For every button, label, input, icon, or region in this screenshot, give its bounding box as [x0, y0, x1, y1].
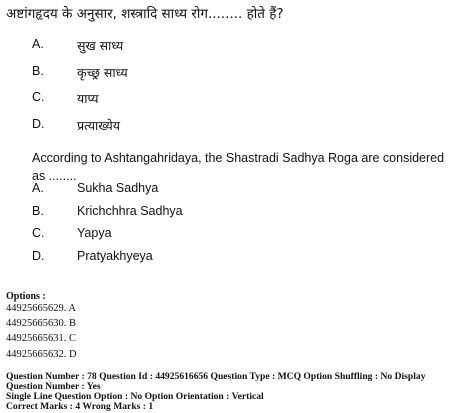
question-text-hindi: अष्टांगहृदय के अनुसार, शस्त्रादि साध्य रोग........ होते हैं? [6, 6, 284, 22]
option-letter: D. [32, 116, 45, 131]
options-list-english [32, 181, 332, 271]
option-hindi-b [32, 64, 332, 91]
option-letter: B. [32, 63, 44, 78]
option-english-c [32, 226, 332, 249]
options-title: Options : [6, 291, 46, 302]
option-text: Pratyakhyeya [77, 248, 153, 263]
question-text-english [32, 149, 452, 185]
option-ids-list [6, 301, 77, 362]
option-hindi-a [32, 37, 332, 64]
question-english-line2: as ........ [32, 169, 77, 183]
option-text: कृच्छ्र साध्य [77, 64, 128, 80]
option-text: प्रत्याख्येय [77, 117, 121, 133]
option-text: Krichchhra Sadhya [77, 203, 183, 218]
option-hindi-c [32, 90, 332, 117]
option-letter: A. [32, 37, 44, 51]
option-english-a [32, 181, 332, 204]
marks-line: Correct Marks : 4 Wrong Marks : 1 [6, 401, 154, 412]
option-id-a: 44925665629. A [6, 303, 77, 314]
question-info [6, 372, 461, 412]
option-text: Yapya [77, 226, 112, 240]
option-text: Sukha Sadhya [77, 181, 159, 195]
option-hindi-d [32, 117, 332, 144]
option-english-d [32, 249, 332, 272]
question-info-line2: Single Line Question Option : No Option Orientation : Vertical [6, 391, 264, 402]
option-letter: C. [32, 90, 45, 104]
option-text: याप्य [77, 91, 99, 106]
option-text: सुख साध्य [77, 38, 124, 53]
question-english-line1: According to Ashtangahridaya, the Shastradi Sadhya Roga are considered [32, 151, 445, 165]
question-info-line1: Question Number : 78 Question Id : 44925616656 Question Type : MCQ Option Shuffling : No Display Question Number : Yes [6, 371, 426, 392]
option-id-b: 44925665630. B [6, 318, 77, 330]
option-english-b [32, 204, 332, 227]
option-letter: C. [32, 226, 45, 240]
options-list-hindi [32, 37, 332, 143]
option-letter: D. [32, 248, 45, 263]
option-letter: A. [32, 181, 44, 195]
option-letter: B. [32, 203, 44, 218]
option-id-d: 44925665632. D [6, 348, 77, 360]
option-id-c: 44925665631. C [6, 333, 77, 345]
